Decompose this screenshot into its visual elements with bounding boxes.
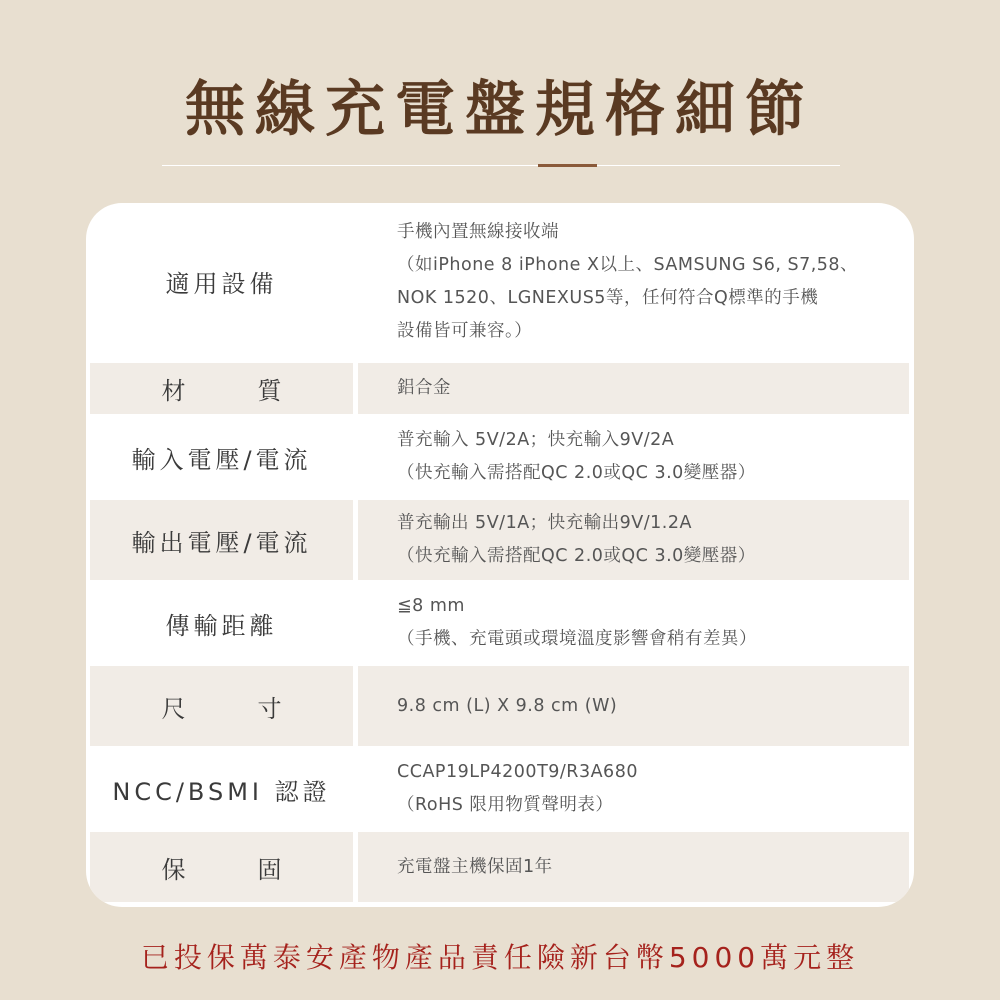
spec-row-input: [86, 417, 914, 497]
spec-value-line: （快充輸入需搭配QC 2.0或QC 3.0變壓器）: [397, 546, 756, 566]
spec-value: [358, 666, 909, 746]
spec-value: [358, 583, 909, 663]
spec-row-devices: [86, 203, 914, 360]
spec-value: [358, 500, 909, 580]
spec-value-line: （RoHS 限用物質聲明表）: [397, 795, 614, 815]
spec-value-line: 9.8 cm (L) X 9.8 cm (W): [397, 695, 618, 716]
spec-value: [358, 363, 909, 414]
spec-value-line: 鋁合金: [397, 378, 451, 398]
spec-value-line: CCAP19LP4200T9/R3A680: [397, 762, 638, 782]
spec-row-size: [86, 666, 914, 746]
spec-label: 尺 寸: [90, 666, 353, 746]
spec-table: [86, 203, 914, 907]
spec-value-line: （手機、充電頭或環境溫度影響會稍有差異）: [397, 629, 757, 649]
spec-row-distance: [86, 583, 914, 663]
spec-value: [358, 749, 909, 829]
spec-label: 輸出電壓/電流: [90, 500, 353, 580]
spec-value-line: 普充輸出 5V/1A；快充輸出9V/1.2A: [397, 513, 692, 533]
spec-row-material: [86, 363, 914, 414]
title-divider-accent: [538, 164, 597, 167]
title-divider: [162, 165, 840, 166]
spec-label: 傳輸距離: [165, 611, 278, 640]
spec-value-line: 普充輸入 5V/2A；快充輸入9V/2A: [397, 430, 675, 450]
spec-value-line: 設備皆可兼容。）: [397, 320, 533, 341]
spec-label: 材 質: [90, 363, 353, 414]
spec-value-line: ≦8 mm: [397, 596, 465, 616]
spec-label: 適用設備: [165, 270, 278, 298]
spec-value-line: （快充輸入需搭配QC 2.0或QC 3.0變壓器）: [397, 463, 756, 483]
spec-label: 保 固: [90, 832, 353, 902]
page-title: 無線充電盤規格細節: [185, 75, 815, 145]
spec-value: [358, 832, 909, 902]
insurance-notice: 已投保萬泰安產物產品責任險新台幣5000萬元整: [140, 941, 860, 974]
spec-value-line: 充電盤主機保固1年: [397, 856, 553, 877]
spec-value: [358, 203, 909, 360]
spec-label: 輸入電壓/電流: [131, 445, 312, 474]
spec-value-line: NOK 1520、LGNEXUS5等，任何符合Q標準的手機: [397, 287, 819, 308]
spec-row-warranty: [86, 832, 914, 902]
spec-row-certification: [86, 749, 914, 829]
spec-value: [358, 417, 909, 497]
spec-label: NCC/BSMI 認證: [112, 777, 331, 806]
spec-value-line: 手機內置無線接收端: [397, 221, 559, 242]
spec-value-line: （如iPhone 8 iPhone X以上、SAMSUNG S6, S7,58、: [397, 254, 859, 275]
spec-row-output: [86, 500, 914, 580]
